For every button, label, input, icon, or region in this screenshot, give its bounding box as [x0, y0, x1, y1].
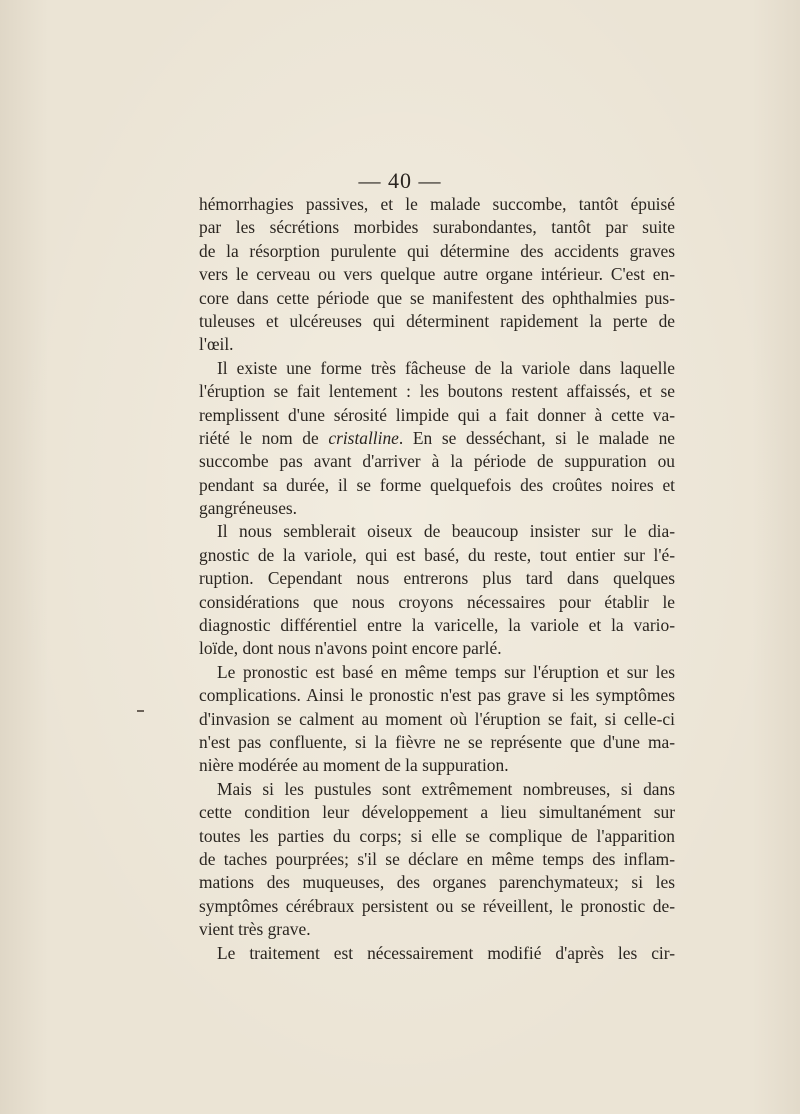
text-line: symptômes cérébraux persistent ou se réveillent, le pronostic de-: [199, 895, 675, 916]
text-line: de taches pourprées; s'il se déclare en même temps des inflam-: [199, 848, 675, 869]
text-line: gangréneuses.: [199, 498, 298, 519]
text-line: nière modérée au moment de la suppuration.: [199, 755, 509, 776]
text-line: cette condition leur développement a lieu simultanément sur: [199, 802, 675, 823]
text-line: ruption. Cependant nous entrerons plus tard dans quelques: [199, 568, 675, 589]
text-line: Il nous semblerait oiseux de beaucoup insister sur le dia-: [217, 521, 675, 542]
margin-mark: [137, 710, 144, 712]
text-line: mations des muqueuses, des organes parenchymateux; si les: [199, 872, 675, 893]
text-line: Le pronostic est basé en même temps sur l'éruption et sur les: [217, 661, 675, 682]
text-line: remplissent d'une sérosité limpide qui a fait donner à cette va-: [199, 404, 675, 425]
text-line: diagnostic différentiel entre la varicelle, la variole et la vario-: [199, 615, 675, 636]
text-line: core dans cette période que se manifestent des ophthalmies pus-: [199, 287, 675, 308]
text-line: l'œil.: [199, 334, 234, 355]
text-fragment: riété le nom de: [199, 427, 329, 448]
text-line: tuleuses et ulcéreuses qui déterminent rapidement la perte de: [199, 310, 675, 331]
text-line: Mais si les pustules sont extrêmement nombreuses, si dans: [217, 778, 675, 799]
text-line: vers le cerveau ou vers quelque autre organe intérieur. C'est en-: [199, 264, 675, 285]
text-line: Le traitement est nécessairement modifié d'après les cir-: [217, 942, 675, 963]
text-line: l'éruption se fait lentement : les boutons restent affaissés, et se: [199, 381, 675, 402]
text-line: vient très grave.: [199, 919, 311, 940]
text-line: gnostic de la variole, qui est basé, du reste, tout entier sur l'é-: [199, 544, 675, 565]
text-line: de la résorption purulente qui détermine des accidents graves: [199, 240, 675, 261]
text-line: toutes les parties du corps; si elle se complique de l'apparition: [199, 825, 675, 846]
text-line: d'invasion se calment au moment où l'éruption se fait, si celle-ci: [199, 708, 675, 729]
text-line: par les sécrétions morbides surabondantes, tantôt par suite: [199, 217, 675, 238]
text-fragment: . En se desséchant, si le malade ne: [398, 427, 675, 448]
text-line: complications. Ainsi le pronostic n'est pas grave si les symptômes: [199, 685, 675, 706]
text-line: n'est pas confluente, si la fièvre ne se représente que d'une ma-: [199, 731, 675, 752]
body-text: [199, 193, 675, 965]
page-number: — 40 —: [358, 168, 442, 193]
text-line: pendant sa durée, il se forme quelquefois des croûtes noires et: [199, 474, 675, 495]
text-line: considérations que nous croyons nécessaires pour établir le: [199, 591, 675, 612]
text-line: Il existe une forme très fâcheuse de la variole dans laquelle: [217, 357, 675, 378]
text-line: succombe pas avant d'arriver à la période de suppuration ou: [199, 451, 675, 472]
italic-term: cristalline: [328, 427, 399, 448]
text-line-with-italic: [199, 427, 675, 450]
text-line: loïde, dont nous n'avons point encore parlé.: [199, 638, 502, 659]
text-line: hémorrhagies passives, et le malade succombe, tantôt épuisé: [199, 194, 675, 214]
